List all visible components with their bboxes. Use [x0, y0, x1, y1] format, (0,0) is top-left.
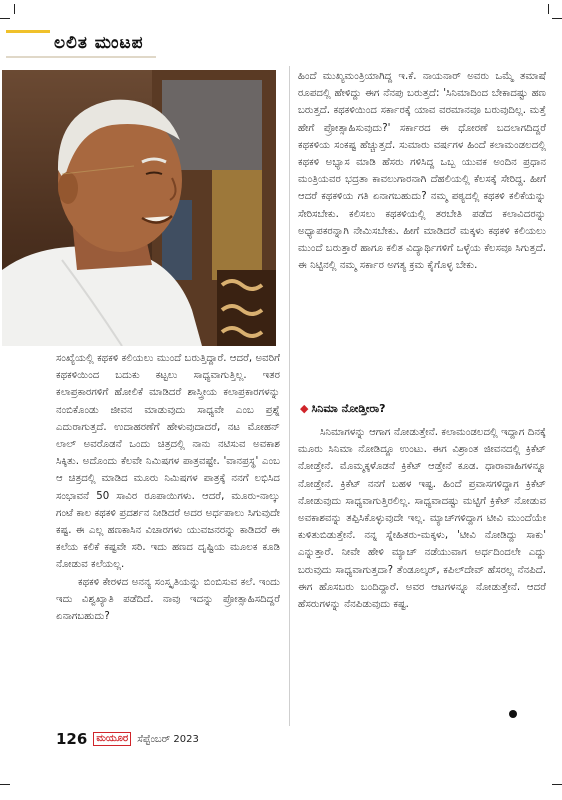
crop-mark — [0, 784, 10, 785]
subheading — [300, 402, 385, 416]
section-title: ಲಲಿತ ಮಂಟಪ — [54, 33, 144, 53]
article-paragraph: ಕಥಕಳಿ ಕೇರಳದ ಅನನ್ಯ ಸಂಸ್ಕೃತಿಯನ್ನು ಬಿಂಬಿಸುವ ಕಲೆ. ಇಂದು ಇದು ವಿಶ್ವಖ್ಯಾತಿ ಪಡೆದಿದೆ. ನಾವು ಇದನ್ನು ಪ್ರೋತ್ಸಾಹಿಸದಿದ್ದರೆ ಏನಾಗಬಹುದು? — [56, 576, 280, 623]
article-column-left — [56, 350, 280, 625]
crop-mark — [552, 784, 562, 785]
subheading-text: ಸಿನಿಮಾ ನೋಡ್ತೀರಾ? — [311, 402, 386, 415]
column-divider — [289, 66, 290, 726]
article-paragraph: ಸಂಖ್ಯೆಯಲ್ಲಿ ಕಥಕಳಿ ಕಲಿಯಲು ಮುಂದೆ ಬರುತ್ತಿದ್ದಾರೆ. ಆದರೆ, ಅವರಿಗೆ ಕಥಕಳಿಯಿಂದ ಬದುಕು ಕಟ್ಟಲು ಸಾಧ್ಯವಾಗುತ್ತಿಲ್ಲ. ಇತರ ಕಲಾಪ್ರಕಾರಗಳಿಗೆ ಹೋಲಿಕೆ ಮಾಡಿದರೆ ಶಾಸ್ತ್ರೀಯ ಕಲಾಪ್ರಕಾರಗಳನ್ನು ನಂಬಿಕೊಂಡು ಜೀವನ ಮಾಡುವುದು ಸಾಧ್ಯವೇ ಎಂಬ ಪ್ರಶ್ನೆ ಎದುರಾಗುತ್ತದೆ. ಉದಾಹರಣೆಗೆ ಹೇಳುವುದಾದರೆ, ನಟ ಮೋಹನ್ ಲಾಲ್ ಅವರೊಡನೆ ಒಂದು ಚಿತ್ರದಲ್ಲಿ ನಾನು ನಟಿಸುವ ಅವಕಾಶ ಸಿಕ್ಕಿತು. ಅದೊಂದು ಕೆಲವೇ ನಿಮಿಷಗಳ ಪಾತ್ರವಷ್ಟೇ. 'ವಾನಪ್ರಸ್ಥ' ಎಂಬ ಆ ಚಿತ್ರದಲ್ಲಿ ಮಾಡಿದ ಮೂರು ನಿಮಿಷಗಳ ಪಾತ್ರಕ್ಕೆ ನನಗೆ ಲಭಿಸಿದ ಸಂಭಾವನೆ 50 ಸಾವಿರ ರೂಪಾಯಿಗಳು. ಆದರೆ, ಮೂರು-ನಾಲ್ಕು ಗಂಟೆ ಕಾಲ ಕಥಕಳಿ ಪ್ರದರ್ಶನ ನೀಡಿದರೆ ಅದರ ಅರ್ಧಪಾಲು ಸಿಗುವುದೇ ಕಷ್ಟ. ಈ ಎಲ್ಲ ಹಣಕಾಸಿನ ವಿಚಾರಗಳು ಯುವಜನರನ್ನು ಕಾಡಿದರೆ ಈ ಕಲೆಯ ಕಲಿಕೆ ಕಷ್ಟವೇ ಸರಿ. ಇದು ಹಣದ ದೃಷ್ಟಿಯ ಮೂಲಕ ಕೂಡಿ ನೋಡುವ ಕಲೆಯಲ್ಲ. — [56, 353, 280, 571]
article-column-right-top — [298, 68, 546, 274]
page-footer — [56, 730, 199, 748]
portrait-illustration — [2, 70, 276, 346]
portrait-photo — [2, 70, 276, 346]
crop-mark — [548, 4, 549, 14]
article-paragraph: ಹಿಂದೆ ಮುಖ್ಯಮಂತ್ರಿಯಾಗಿದ್ದ ಇ.ಕೆ. ನಾಯನಾರ್ ಅವರು ಒಮ್ಮೆ ತಮಾಷೆ ರೂಪದಲ್ಲಿ ಹೇಳಿದ್ದು ಈಗ ನೆನಪು ಬರುತ್ತದೆ: 'ಸಿನಿಮಾದಿಂದ ಬೇಕಾದಷ್ಟು ಹಣ ಬರುತ್ತದೆ. ಕಥಕಳಿಯಿಂದ ಸರ್ಕಾರಕ್ಕೆ ಯಾವ ವರಮಾನವೂ ಬರುವುದಿಲ್ಲ. ಮತ್ತೆ ಹೇಗೆ ಪ್ರೋತ್ಸಾಹಿಸುವುದು?' ಸರ್ಕಾರದ ಈ ಧೋರಣೆ ಬದಲಾಗದಿದ್ದರೆ ಕಥಕಳಿಯ ಸಂಕಷ್ಟ ಹೆಚ್ಚುತ್ತದೆ. ಸುಮಾರು ವರ್ಷಗಳ ಹಿಂದೆ ಕಲಾಮಂಡಲದಲ್ಲಿ ಕಥಕಳಿ ಅಭ್ಯಾಸ ಮಾಡಿ ಹೆಸರು ಗಳಿಸಿದ್ದ ಒಬ್ಬ ಯುವಕ ಅಂದಿನ ಪ್ರಧಾನ ಮಂತ್ರಿಯವರ ಭದ್ರತಾ ಕಾವಲುಗಾರನಾಗಿ ದೆಹಲಿಯಲ್ಲಿ ಕೆಲಸಕ್ಕೆ ಸೇರಿದ್ದ. ಹೀಗೆ ಆದರೆ ಕಥಕಳಿಯ ಗತಿ ಏನಾಗಬಹುದು? ನಮ್ಮ ಪಠ್ಯದಲ್ಲಿ ಕಥಕಳಿ ಕಲಿಕೆಯನ್ನು ಸೇರಿಸಬೇಕು. ಕಲಿಸಲು ಕಥಕಳಿಯಲ್ಲಿ ತರಬೇತಿ ಪಡೆದ ಕಲಾವಿದರನ್ನು ಅಧ್ಯಾಪಕರನ್ನಾಗಿ ನೇಮಿಸಬೇಕು. ಹೀಗೆ ಮಾಡಿದರೆ ಮಕ್ಕಳು ಕಥಕಳಿ ಕಲಿಯಲು ಮುಂದೆ ಬರುತ್ತಾರೆ ಹಾಗೂ ಕಲಿತ ವಿದ್ಯಾರ್ಥಿಗಳಿಗೆ ಒಳ್ಳೆಯ ಕೆಲಸವೂ ಸಿಗುತ್ತದೆ. ಈ ನಿಟ್ಟಿನಲ್ಲಿ ನಮ್ಮ ಸರ್ಕಾರ ಅಗತ್ಯ ಕ್ರಮ ಕೈಗೊಳ್ಳ ಬೇಕು. — [298, 71, 546, 272]
article-paragraph: ಸಿನಿಮಾಗಳನ್ನು ಆಗಾಗ ನೋಡುತ್ತೇನೆ. ಕಲಾಮಂಡಲದಲ್ಲಿ ಇದ್ದಾಗ ದಿನಕ್ಕೆ ಮೂರು ಸಿನಿಮಾ ನೋಡಿದ್ದೂ ಉಂಟು. ಈಗ ವಿಶ್ರಾಂತ ಜೀವನದಲ್ಲಿ ಕ್ರಿಕೆಟ್ ನೋಡ್ತೇನೆ. ಮೊಮ್ಮಕ್ಕಳೊಡನೆ ಕ್ರಿಕೆಟ್ ಆಡ್ತೇನೆ ಕೂಡ. ಧಾರಾವಾಹಿಗಳನ್ನೂ ನೋಡ್ತೇನೆ. ಕ್ರಿಕೆಟ್ ನನಗೆ ಬಹಳ ಇಷ್ಟ. ಹಿಂದೆ ಪ್ರವಾಸಗಳಿದ್ದಾಗ ಕ್ರಿಕೆಟ್ ನೋಡುವುದು ಸಾಧ್ಯವಾಗುತ್ತಿರಲಿಲ್ಲ. ಸಾಧ್ಯವಾದಷ್ಟು ಮಟ್ಟಿಗೆ ಕ್ರಿಕೆಟ್ ನೋಡುವ ಅವಕಾಶವನ್ನು ತಪ್ಪಿಸಿಕೊಳ್ಳುವುದೇ ಇಲ್ಲ. ಮ್ಯಾಚ್‌ಗಳಿದ್ದಾಗ ಟೀವಿ ಮುಂದೆಯೇ ಕುಳಿತುಬಿಡುತ್ತೇನೆ. ನನ್ನ ಸ್ನೇಹಿತರು-ಮಕ್ಕಳು, 'ಟೀವಿ ನೋಡಿದ್ದು ಸಾಕು' ಎನ್ನುತ್ತಾರೆ. ನೀವೇ ಹೇಳಿ ಮ್ಯಾಚ್ ನಡೆಯುವಾಗ ಅರ್ಧದಿಂದಲೇ ಎದ್ದು ಬರುವುದು ಸಾಧ್ಯವಾಗುತ್ತದಾ? ತೆಂಡೂಲ್ಕರ್, ಕಪಿಲ್‌ದೇವ್ ಹೆಸರಲ್ಲ ನೆನಪಿದೆ. ಈಗ ಹೊಸಬರು ಬಂದಿದ್ದಾರೆ. ಅವರ ಆಟಗಳನ್ನೂ ನೋಡುತ್ತೇನೆ. ಆದರೆ ಹೆಸರುಗಳನ್ನು ನೆನಪಿಡುವುದು ಕಷ್ಟ. — [298, 427, 546, 611]
section-accent-bar — [6, 30, 50, 33]
crop-mark — [552, 18, 562, 19]
crop-mark — [0, 18, 10, 19]
article-column-right-bottom — [298, 424, 546, 613]
issue-date: ಸೆಪ್ಟೆಂಬರ್ 2023 — [137, 733, 199, 745]
red-diamond-icon: ◆ — [300, 402, 309, 415]
magazine-logo: ಮಯೂರ — [93, 732, 131, 746]
crop-mark — [14, 4, 15, 14]
page-number: 126 — [56, 730, 88, 748]
end-of-article-mark — [509, 710, 517, 718]
